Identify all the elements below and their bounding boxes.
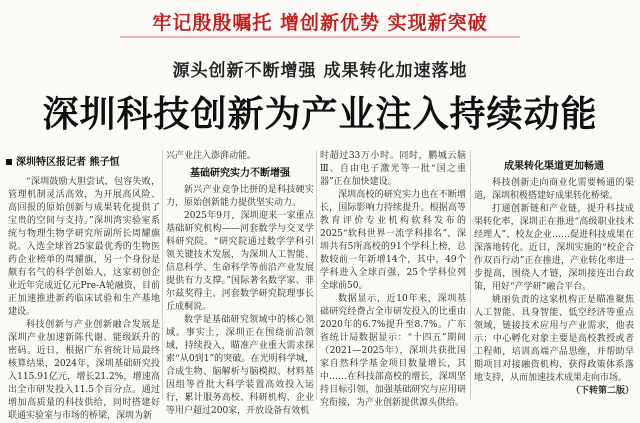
- paragraph: 打通创新链和产业链，提升科技成果转化率，深圳正在推进“高级职业技术经理人”、校友企业……促进科技成果在深落地转化。近日，深圳实施的“校企合作双百行动”正在推进，产业转化率进一步提高，围绕人才链，深圳接连出台政策，用好“产学研”融合平台。: [474, 204, 634, 292]
- article-column-2: [166, 150, 314, 416]
- banner-slogan: 牢记殷殷嘱托 增创新优势 实现新突破: [152, 12, 488, 34]
- paragraph: 兴产业注入澎湃动能。: [166, 151, 257, 161]
- column-divider: [470, 150, 471, 400]
- column-divider: [162, 150, 163, 400]
- paragraph: 数学是基础研究领域中的核心领域。事实上，深圳正在围绕前沿领域，持续投入，瞄准产业重大需求探索“从0到1”的突破。在光明科学城，合成生物、脑解析与脑模拟、材料基因组等首批大科学装置高效投入运行，累计服务高校、科研机构、企业等用户超过200家，开放设备有效机: [166, 315, 314, 416]
- paragraph: 科技创新走向商业化需要畅通的渠道，深圳积极搭建好成果转化桥梁。: [474, 178, 634, 201]
- paragraph: 新兴产业竞争比拼的是科技硬实力，原始创新能力提供坚实动力。: [166, 185, 314, 208]
- continued-note: （下转第二版）: [570, 386, 634, 396]
- article-column-4: [474, 150, 634, 400]
- paragraph: 数据显示，近10年来，深圳基础研究经费占全市研发投入的比重由2020年的6.7%提升至8.7%。广东省统计局数据显示：“十四五”期间（2021—2025年），深圳共获批国家自然科学基金项目数量增长，其中……在科技部高校的增长，深圳坚持目标引领，加强基础研究与应用研究衔接，为产业创新提供源头供给。: [320, 294, 466, 408]
- masthead-banner: [0, 0, 640, 40]
- article-column-1: [8, 176, 160, 421]
- article-subtitle: 源头创新不断增强 成果转化加速落地: [172, 61, 468, 81]
- paragraph: 姚丽负责的这家机构正是瞄准聚焦人工智能、具身智能、低空经济等重点领域，链接技术应用与产业需求，他表示：中心孵化对象主要是高校教授或者工程师，培训高端产品思维，并帮助早期项目对接融资机构、获得政策体系落地支持，从而加速技术成果走向市场。: [474, 295, 634, 383]
- paragraph: “深圳鼓励大胆尝试，包容失败，管理机制灵活高效，为开展高风险、高回报的原始创新与成果转化提供了宝贵的空间与支持。”深圳湾实验室系统与物理生物学研究所副所长周耀旗说。入选全球首25家最优秀的生物医药企业榜单的周耀旗，另一个身份是颇有名气的科学创始人，这家初创企业近年完成近亿元Pre-A轮融资，目前正加速推进新药临床试验和生产基地建设。: [8, 177, 160, 317]
- article-column-3: [320, 150, 466, 408]
- paragraph: 时超过33万小时。同时，鹏城云脑Ⅲ、自由电子激光等一批“国之重器”正在加快建设。: [320, 151, 466, 187]
- byline: 深圳特区报记者 熊子恒: [6, 153, 119, 168]
- paragraph: 科技创新与产业创新融合发展是深圳产业加速新陈代谢、能级跃升的密码。近日，根据广东省统计局最终核算结果，2024年，深圳基础研究投入115.91亿元，增长21.2%，增速高出全市研发投入11.5个百分点。通过增加高质量的科技供给，同时搭建好联通实验室与市场的桥梁，深圳为新: [8, 320, 160, 421]
- column-divider: [316, 150, 317, 400]
- article-headline: 深圳科技创新为产业注入持续动能: [42, 94, 598, 135]
- banner-underline: [120, 36, 520, 38]
- paragraph: 深圳高校的研究实力也在不断增长，国际影响力持续提升。根据高等教育评价专业机构软科发布的2025“软科世界一流学科排名”，深圳共有5所高校的91个学科上榜，总数较前一年新增14个，其中，49个学科进入全球百强，25个学科位列全球前50。: [320, 190, 466, 291]
- paragraph: 2025年9月，深圳迎来一家重点基础研究机构——河套数学与交叉学科研究院。“研究院通过数学学科引领关键技术发展，为深圳人工智能、信息科学、生命科学等前沿产业发展提供有力支撑。”国际著名数学家、菲尔兹奖得主、河套数学研究院理事长丘成桐说。: [166, 211, 314, 312]
- section-subhead: 基础研究实力不断增强: [190, 168, 290, 179]
- section-subhead: 成果转化渠道更加畅通: [504, 161, 604, 172]
